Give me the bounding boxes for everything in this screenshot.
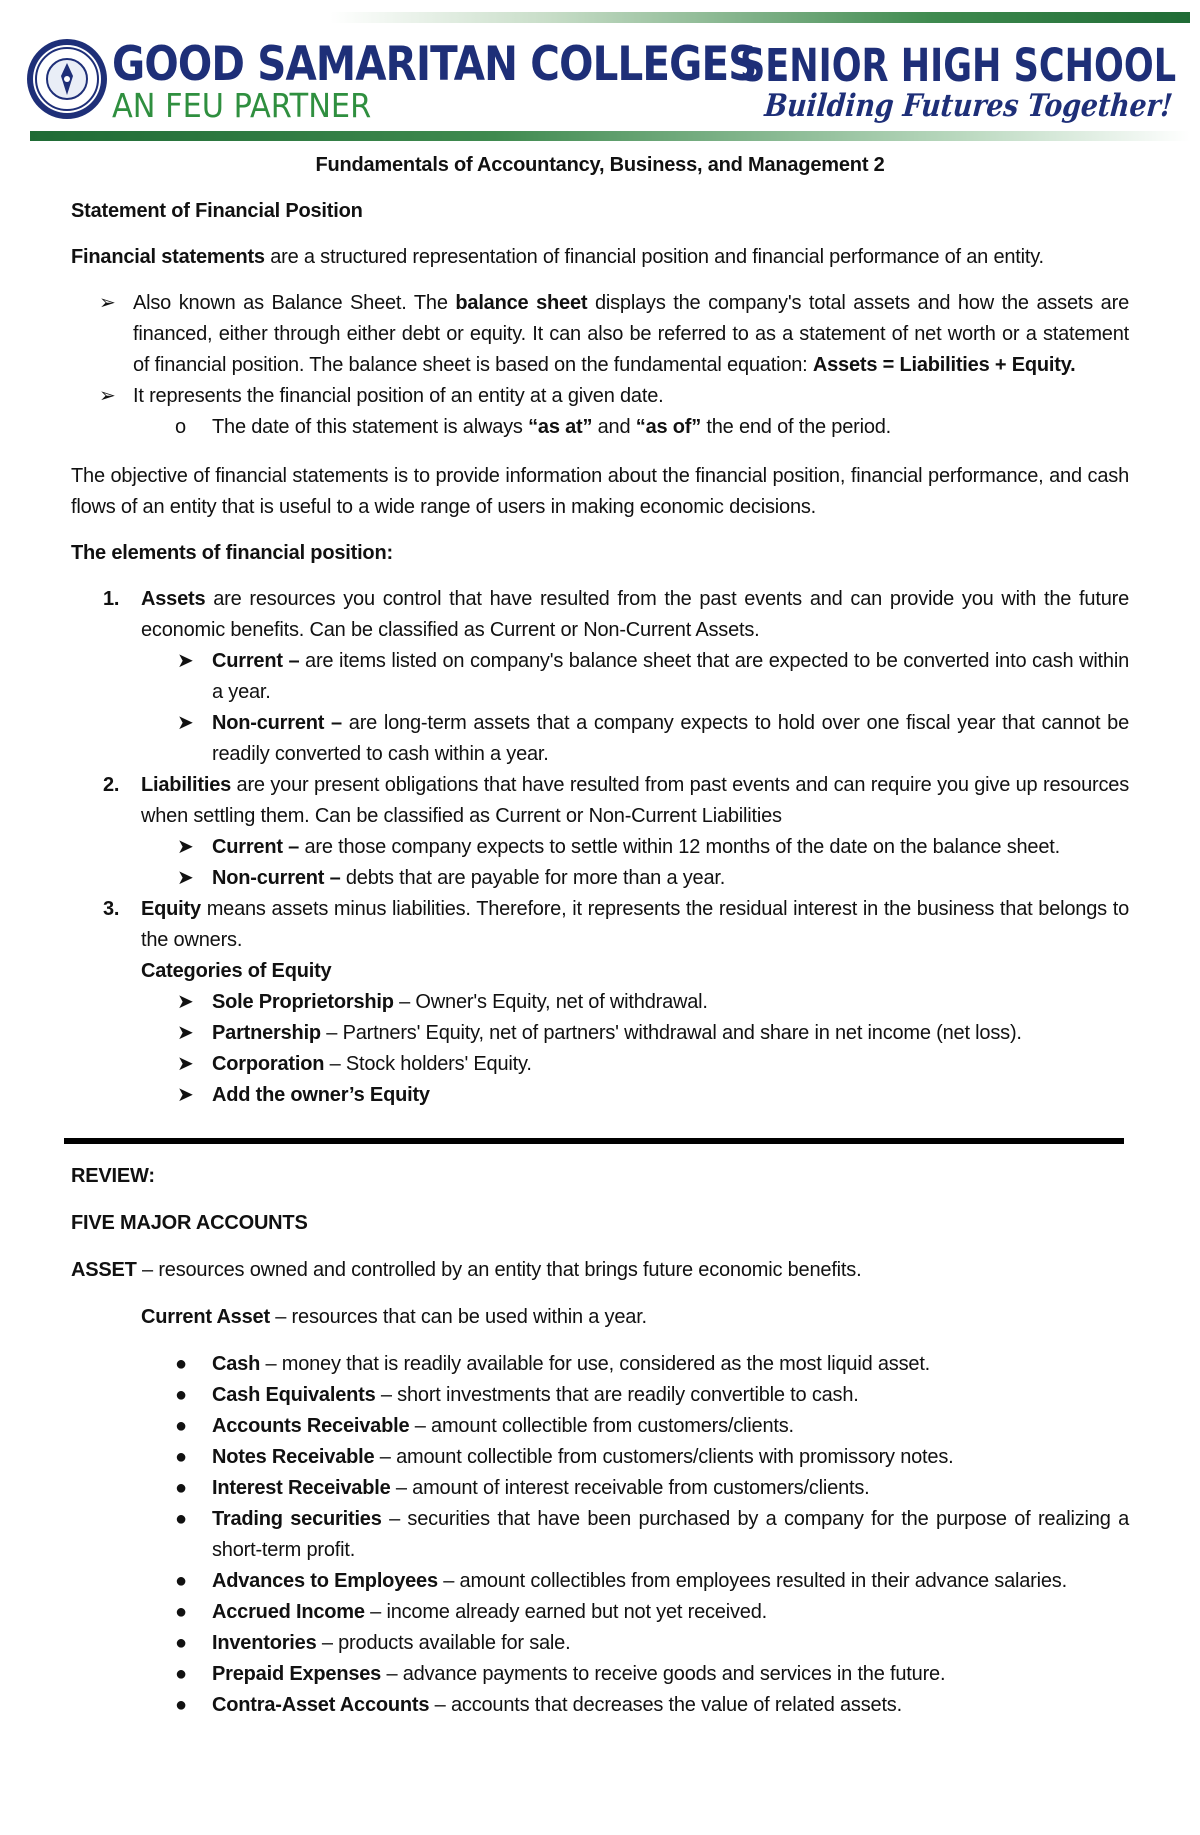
dot-bullet-icon: ●: [175, 1446, 187, 1468]
accounting-equation: Assets = Liabilities + Equity.: [812, 354, 1076, 376]
equity-category: ➤ Corporation – Stock holders' Equity.: [71, 1049, 1129, 1080]
bullet-balance-sheet: ➢ Also known as Balance Sheet. The balance sheet displays the company's total assets and how the assets are financed, either through either debt or equity. It can also be referred to as a statement of net worth or a statement of financial position. The balance sheet is based on the fundamental equation: Assets = Liabilities + Equity.: [71, 288, 1129, 381]
assets-current: ➤ Current – are items listed on company's balance sheet that are expected to be converted into cash within a year.: [71, 646, 1129, 708]
elements-heading: The elements of financial position:: [71, 542, 393, 564]
list-item: ● Cash – money that is readily available for use, considered as the most liquid asset.: [71, 1349, 1129, 1380]
arrowhead-bullet-icon: ➤: [177, 650, 194, 672]
five-accounts-heading: FIVE MAJOR ACCOUNTS: [71, 1212, 308, 1234]
circle-bullet-icon: o: [175, 416, 186, 438]
equity-category: ➤ Add the owner’s Equity: [71, 1080, 1129, 1111]
dot-bullet-icon: ●: [175, 1601, 187, 1623]
list-item: ● Advances to Employees – amount collectibles from employees resulted in their advance salaries.: [71, 1566, 1129, 1597]
logo-title: GOOD SAMARITAN COLLEGES: [112, 37, 757, 92]
sub-bullet-as-at: o The date of this statement is always “as at” and “as of” the end of the period.: [71, 412, 1129, 443]
dot-bullet-icon: ●: [175, 1663, 187, 1685]
arrowhead-bullet-icon: ➤: [177, 836, 194, 858]
bullet-given-date: ➢ It represents the financial position of an entity at a given date.: [71, 381, 1129, 412]
arrow-bullet-icon: ➢: [99, 385, 116, 407]
senior-high-school-title: SENIOR HIGH SCHOOL: [739, 39, 1176, 92]
objective-paragraph: The objective of financial statements is to provide information about the financial position, financial performance, and cash flows of an entity that is useful to a wide range of users in making economic decisions.: [71, 465, 1129, 518]
dot-bullet-icon: ●: [175, 1632, 187, 1654]
arrowhead-bullet-icon: ➤: [177, 867, 194, 889]
header-bottom-bar: [30, 131, 1190, 141]
course-title: Fundamentals of Accountancy, Business, and Management 2: [315, 154, 885, 176]
liabilities-current: ➤ Current – are those company expects to settle within 12 months of the date on the balance sheet.: [71, 832, 1129, 863]
arrowhead-bullet-icon: ➤: [177, 1084, 194, 1106]
logo-subtitle: AN FEU PARTNER: [112, 86, 372, 125]
review-heading: REVIEW:: [71, 1165, 155, 1187]
list-item: ● Contra-Asset Accounts – accounts that decreases the value of related assets.: [71, 1690, 1129, 1721]
list-item: ● Trading securities – securities that have been purchased by a company for the purpose of realizing a short-term profit.: [71, 1504, 1129, 1566]
list-item: ● Prepaid Expenses – advance payments to receive goods and services in the future.: [71, 1659, 1129, 1690]
dot-bullet-icon: ●: [175, 1415, 187, 1437]
balance-sheet-term: balance sheet: [455, 292, 588, 314]
equity-categories-heading: Categories of Equity: [141, 960, 332, 982]
asset-definition: ASSET – resources owned and controlled by an entity that brings future economic benefits.: [71, 1259, 862, 1281]
dot-bullet-icon: ●: [175, 1694, 187, 1716]
current-asset-definition: Current Asset – resources that can be used within a year.: [141, 1306, 647, 1328]
assets-non-current: ➤ Non-current – are long-term assets that a company expects to hold over one fiscal year that cannot be readily converted to cash within a year.: [71, 708, 1129, 770]
dot-bullet-icon: ●: [175, 1353, 187, 1375]
list-item: ● Accounts Receivable – amount collectible from customers/clients.: [71, 1411, 1129, 1442]
section-divider: [64, 1138, 1124, 1144]
header-top-bar: [330, 12, 1190, 23]
arrowhead-bullet-icon: ➤: [177, 1053, 194, 1075]
list-item: ● Notes Receivable – amount collectible from customers/clients with promissory notes.: [71, 1442, 1129, 1473]
intro-text: are a structured representation of financial position and financial performance of an entity.: [264, 246, 1044, 268]
arrowhead-bullet-icon: ➤: [177, 1022, 194, 1044]
equity-category: ➤ Partnership – Partners' Equity, net of partners' withdrawal and share in net income (net loss).: [71, 1018, 1129, 1049]
list-item: ● Accrued Income – income already earned but not yet received.: [71, 1597, 1129, 1628]
review-section: [71, 1161, 1129, 1721]
equity-category: ➤ Sole Proprietorship – Owner's Equity, net of withdrawal.: [71, 987, 1129, 1018]
list-item: ● Cash Equivalents – short investments that are readily convertible to cash.: [71, 1380, 1129, 1411]
list-item: ● Interest Receivable – amount of interest receivable from customers/clients.: [71, 1473, 1129, 1504]
list-item: ● Inventories – products available for sale.: [71, 1628, 1129, 1659]
dot-bullet-icon: ●: [175, 1570, 187, 1592]
school-tagline: Building Futures Together!: [763, 88, 1174, 124]
dot-bullet-icon: ●: [175, 1508, 187, 1530]
document-body: [71, 148, 1129, 1111]
intro-paragraph: [71, 242, 1129, 273]
arrow-bullet-icon: ➢: [99, 292, 116, 314]
arrowhead-bullet-icon: ➤: [177, 712, 194, 734]
element-assets: 1. Assets are resources you control that have resulted from the past events and can provide you with the future economic benefits. Can be classified as Current or Non-Current Assets.: [103, 588, 1129, 641]
intro-term: Financial statements: [71, 246, 265, 268]
element-liabilities: 2. Liabilities are your present obligations that have resulted from past events and can require you give up resources when settling them. Can be classified as Current or Non-Current Liabilities: [103, 774, 1129, 827]
dot-bullet-icon: ●: [175, 1477, 187, 1499]
arrowhead-bullet-icon: ➤: [177, 991, 194, 1013]
liabilities-non-current: ➤ Non-current – debts that are payable for more than a year.: [71, 863, 1129, 894]
college-seal-icon: [26, 38, 108, 120]
element-equity: 3. Equity means assets minus liabilities. Therefore, it represents the residual interest in the business that belongs to the owners.: [103, 898, 1129, 951]
section-title: Statement of Financial Position: [71, 200, 363, 222]
dot-bullet-icon: ●: [175, 1384, 187, 1406]
